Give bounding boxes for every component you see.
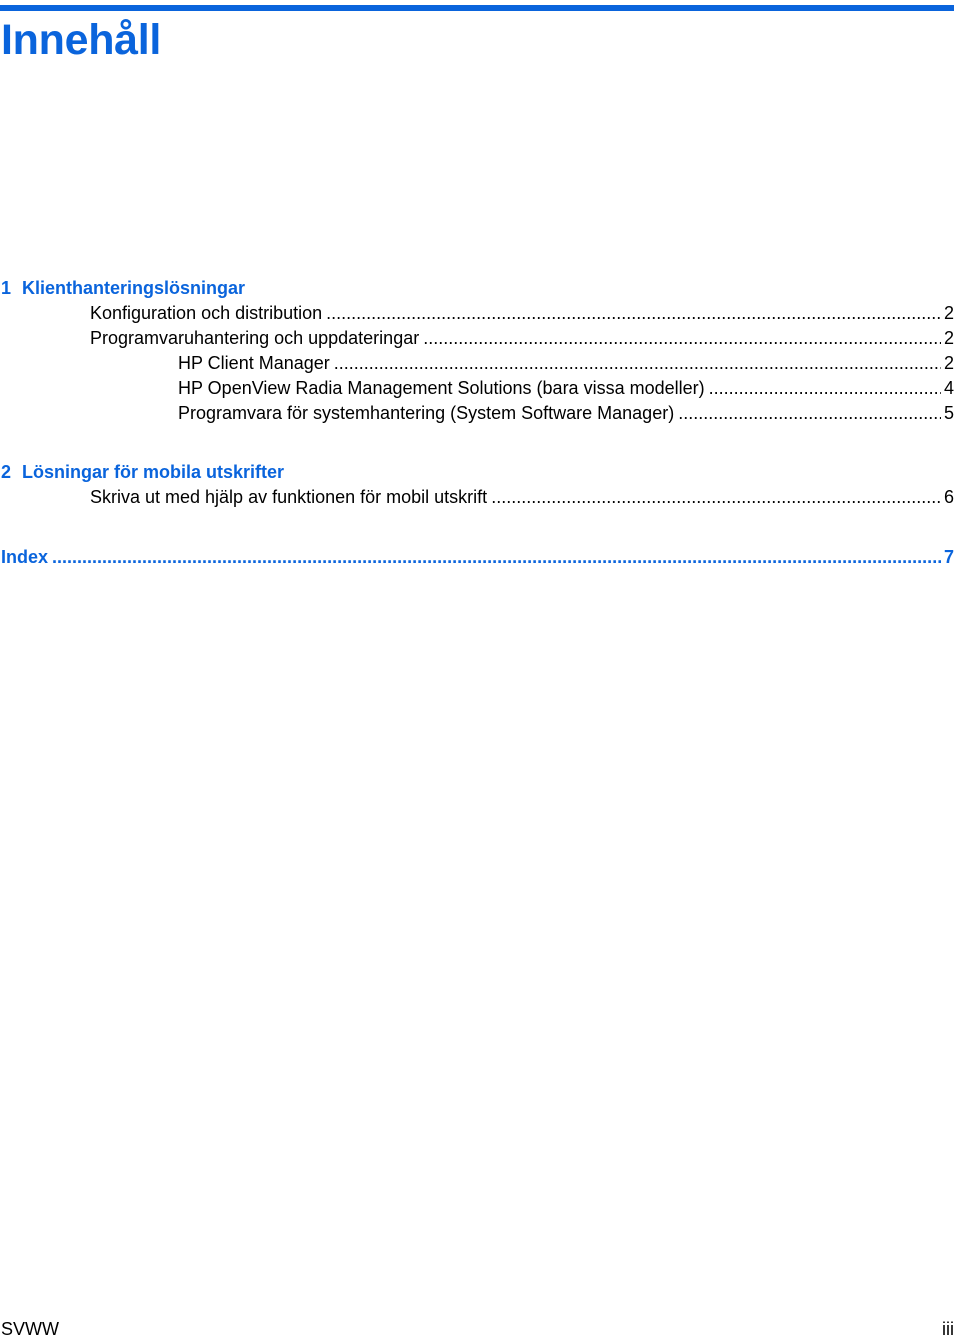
toc-entry-page: 2: [943, 303, 954, 323]
toc-chapter-1[interactable]: [1, 276, 245, 300]
toc-entry-hp-client-manager[interactable]: [178, 351, 954, 375]
toc-entry-page: 2: [943, 328, 954, 348]
dot-leader: [334, 351, 941, 375]
toc-chapter-2[interactable]: [1, 460, 284, 484]
toc-entry-programvaruhantering[interactable]: [90, 326, 954, 350]
toc-entry-page: 6: [943, 487, 954, 507]
toc-entry-label: Programvara för systemhantering (System Software Manager): [178, 403, 675, 423]
toc-entry-label: Index: [1, 547, 49, 567]
chapter-number: 1: [1, 278, 12, 298]
toc-entry-label: Konfiguration och distribution: [90, 303, 323, 323]
toc-entry-mobil-utskrift[interactable]: [90, 485, 954, 509]
toc-entry-page: 7: [943, 547, 954, 567]
chapter-number: 2: [1, 462, 12, 482]
dot-leader: [326, 301, 941, 325]
toc-entry-index[interactable]: [1, 545, 954, 569]
dot-leader: [709, 376, 941, 400]
dot-leader: [52, 545, 941, 569]
footer-doc-code: SVWW: [1, 1319, 59, 1339]
toc-entry-label: Programvaruhantering och uppdateringar: [90, 328, 420, 348]
toc-entry-page: 5: [943, 403, 954, 423]
toc-entry-system-software-manager[interactable]: [178, 401, 954, 425]
toc-entry-hp-openview-radia[interactable]: [178, 376, 954, 400]
chapter-title: Lösningar för mobila utskrifter: [22, 462, 285, 482]
dot-leader: [491, 485, 941, 509]
toc-entry-label: HP OpenView Radia Management Solutions (bara vissa modeller): [178, 378, 705, 398]
chapter-title: Klienthanteringslösningar: [22, 278, 246, 298]
toc-entry-page: 4: [943, 378, 954, 398]
toc-entry-label: HP Client Manager: [178, 353, 330, 373]
dot-leader: [678, 401, 941, 425]
toc-entry-label: Skriva ut med hjälp av funktionen för mobil utskrift: [90, 487, 488, 507]
page-title: Innehåll: [1, 16, 162, 64]
toc-entry-konfiguration[interactable]: [90, 301, 954, 325]
header-rule: [0, 5, 954, 11]
footer-page-number: iii: [942, 1319, 954, 1339]
dot-leader: [423, 326, 941, 350]
toc-entry-page: 2: [943, 353, 954, 373]
